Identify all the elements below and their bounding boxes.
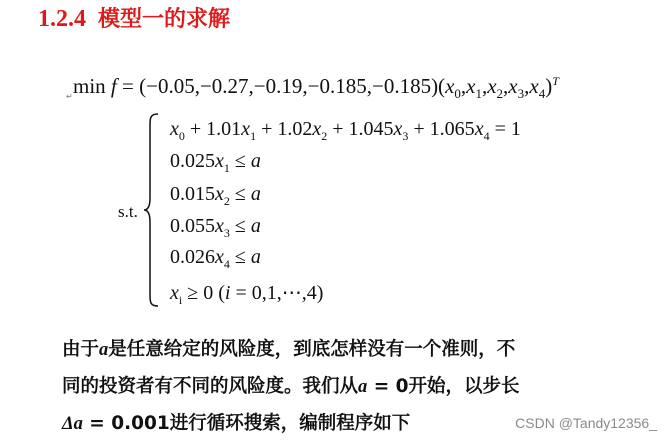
text: = 0.001进行循环搜索，编制程序如下 xyxy=(82,413,411,434)
var: x xyxy=(215,150,224,172)
term: ≥ 0 ( xyxy=(182,282,225,304)
var: x xyxy=(474,118,484,140)
var: x xyxy=(466,74,476,98)
text: 是任意给定的风险度，到底怎样没有一个准则，不 xyxy=(108,339,516,360)
var: Δa xyxy=(62,414,83,434)
sub: 2 xyxy=(496,86,504,102)
sub: i xyxy=(178,293,183,307)
min-label: min xyxy=(73,74,106,98)
rhs: a xyxy=(250,150,261,172)
paragraph-line-3 xyxy=(62,409,410,435)
range: = 0,1,⋯,4) xyxy=(230,282,324,304)
coef: 0.026 xyxy=(170,246,215,268)
constraint-risk-1 xyxy=(170,150,261,176)
sub: 1 xyxy=(475,86,482,102)
var: x xyxy=(170,118,179,140)
text: 由于 xyxy=(62,339,100,360)
sub: 2 xyxy=(223,194,230,208)
sub: 1 xyxy=(250,129,257,143)
transpose: T xyxy=(552,74,559,88)
op: ≤ xyxy=(229,215,251,237)
term: + 1.045 xyxy=(327,118,394,140)
subject-to-label: s.t. xyxy=(118,202,138,221)
paragraph-line-2 xyxy=(62,372,520,398)
index: i xyxy=(224,282,231,304)
coef: 0.025 xyxy=(170,150,215,172)
term: + 1.02 xyxy=(256,118,313,140)
paragraph-line-1 xyxy=(62,335,515,361)
var: x xyxy=(312,118,322,140)
sub: 3 xyxy=(517,86,525,102)
var: x xyxy=(241,118,251,140)
constraint-risk-4 xyxy=(170,246,261,272)
sub: 4 xyxy=(483,129,490,143)
text: 同的投资者有不同的风险度。我们从 xyxy=(62,376,359,397)
var: a xyxy=(99,340,109,360)
comma: , xyxy=(460,74,467,98)
constraint-budget xyxy=(170,118,521,144)
var: x xyxy=(508,74,518,98)
section-number: 1.2.4 xyxy=(38,6,86,32)
coef: 0.015 xyxy=(170,183,215,205)
rhs: a xyxy=(250,183,261,205)
sub: 4 xyxy=(223,257,230,271)
op: ≤ xyxy=(229,183,251,205)
var: x xyxy=(445,74,455,98)
comma: , xyxy=(481,74,488,98)
paren: ) xyxy=(545,74,553,98)
func-name: f xyxy=(110,74,117,98)
constraint-nonnegative xyxy=(170,280,323,308)
section-title: 模型一的求解 xyxy=(98,7,231,32)
rhs: a xyxy=(250,246,261,268)
comma: , xyxy=(503,74,509,98)
section-heading xyxy=(38,2,230,33)
sub: 4 xyxy=(538,86,546,102)
coef: 0.055 xyxy=(170,215,215,237)
sub: 3 xyxy=(223,226,230,240)
var: x xyxy=(170,282,179,304)
var: x xyxy=(215,246,224,268)
var: x xyxy=(215,215,224,237)
term: + 1.065 xyxy=(408,118,475,140)
constraint-risk-3 xyxy=(170,215,261,241)
sub: 0 xyxy=(454,86,461,102)
csdn-watermark: CSDN @Tandy12356_ xyxy=(515,415,657,431)
coef-vector: = (−0.05,−0.27,−0.19,−0.185,−0.185)( xyxy=(116,74,446,98)
var: x xyxy=(529,74,539,98)
var: x xyxy=(393,118,403,140)
left-brace xyxy=(142,112,160,308)
var: x xyxy=(487,74,497,98)
op: ≤ xyxy=(229,246,251,268)
constraint-risk-2 xyxy=(170,183,261,209)
var: x xyxy=(215,183,224,205)
objective-function xyxy=(73,74,559,102)
rhs: = 1 xyxy=(489,118,521,140)
term: + 1.01 xyxy=(184,118,242,140)
op: ≤ xyxy=(229,150,251,172)
sub: 1 xyxy=(223,161,230,175)
sub: 0 xyxy=(178,129,185,143)
text: = 0开始，以步长 xyxy=(367,376,520,397)
var: a xyxy=(358,377,368,397)
sub: 2 xyxy=(321,129,328,143)
sub: 3 xyxy=(402,129,409,143)
comma: , xyxy=(524,74,530,98)
rhs: a xyxy=(250,215,261,237)
paragraph-mark: ↵ xyxy=(66,92,73,101)
